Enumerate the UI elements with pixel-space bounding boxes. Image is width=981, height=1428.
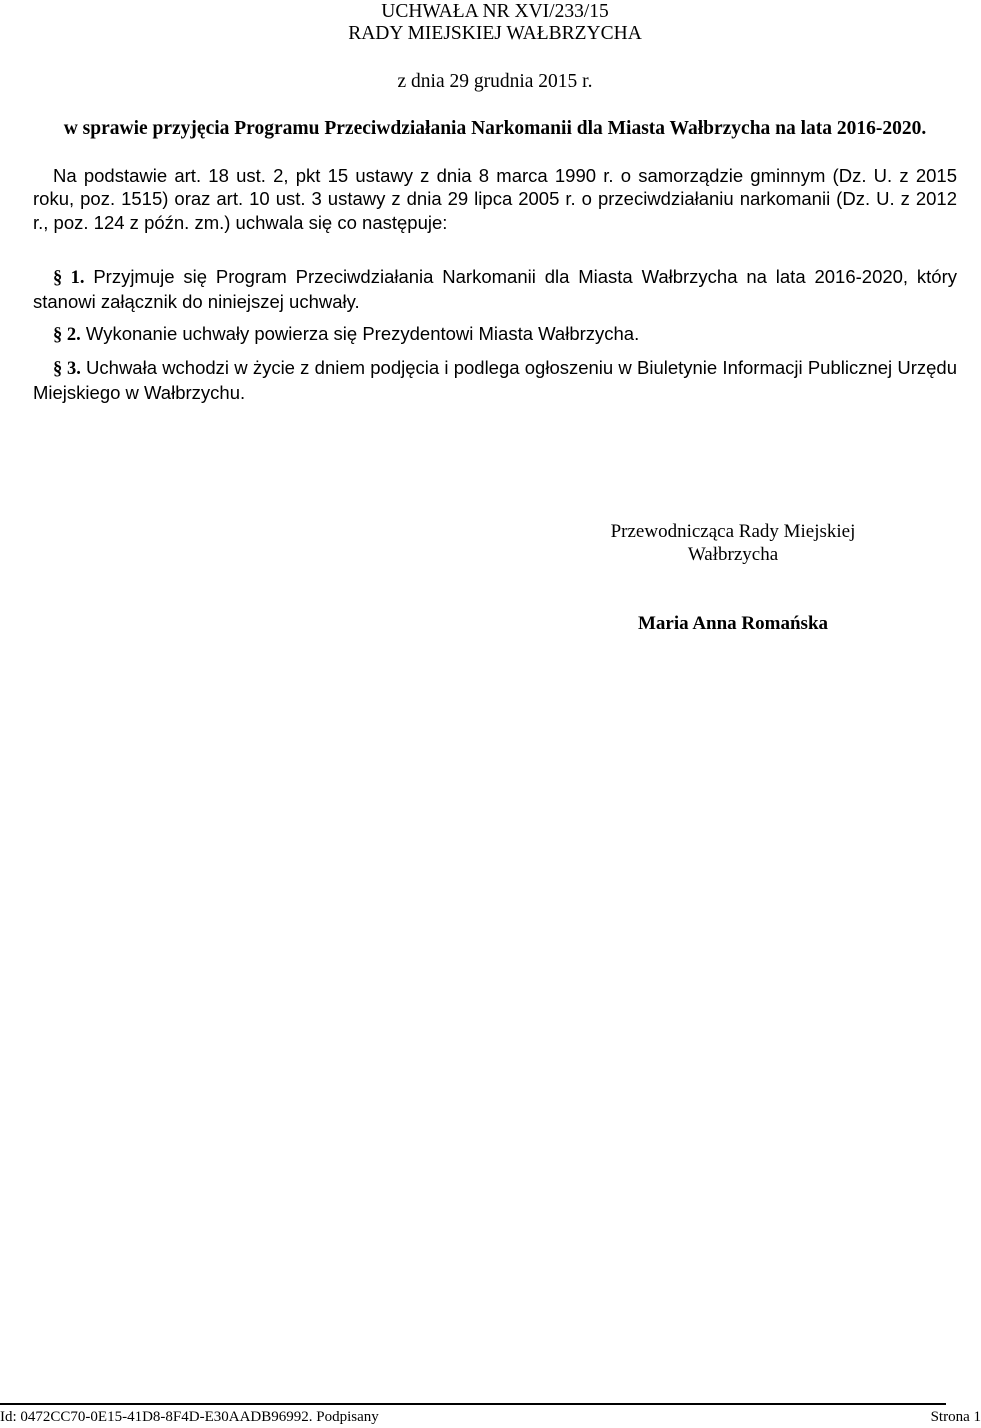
section-2-mark: § 2. [53, 325, 81, 345]
council-name: RADY MIEJSKIEJ WAŁBRZYCHA [348, 23, 642, 44]
resolution-subject: w sprawie przyjęcia Programu Przeciwdziałania Narkomanii dla Miasta Wałbrzycha na lata 2016-2020. [63, 118, 927, 139]
signatory-role-line2: Wałbrzycha [687, 544, 779, 565]
page-number: Strona 1 [930, 1409, 981, 1425]
resolution-number: UCHWAŁA NR XVI/233/15 [381, 1, 609, 22]
section-3 [33, 356, 957, 405]
footer-divider [0, 1403, 946, 1405]
section-3-mark: § 3. [53, 359, 81, 379]
preamble [33, 164, 957, 234]
signatory-name: Maria Anna Romańska [637, 613, 829, 634]
section-1 [33, 265, 957, 314]
section-1-mark: § 1. [53, 268, 85, 288]
signatory-role-line1: Przewodnicząca Rady Miejskiej [610, 521, 856, 542]
resolution-date: z dnia 29 grudnia 2015 r. [397, 71, 593, 92]
section-1-text: Przyjmuje się Program Przeciwdziałania Narkomanii dla Miasta Wałbrzycha na lata 2016-2020, który stanowi załącznik do niniejszej uchwały. [33, 266, 958, 313]
document-id: Id: 0472CC70-0E15-41D8-8F4D-E30AADB96992. Podpisany [0, 1409, 379, 1425]
section-2-text: Wykonanie uchwały powierza się Prezydentowi Miasta Wałbrzycha. [80, 323, 640, 344]
section-3-text: Uchwała wchodzi w życie z dniem podjęcia i podlega ogłoszeniu w Biuletynie Informacji Publicznej Urzędu Miejskiego w Wałbrzychu. [33, 357, 958, 404]
preamble-text: Na podstawie art. 18 ust. 2, pkt 15 ustawy z dnia 8 marca 1990 r. o samorządzie gminnym (Dz. U. z 2015 roku, poz. 1515) oraz art. 10 ust. 3 ustawy z dnia 29 lipca 2005 r. o przeciwdziałaniu narkomanii (Dz. U. z 2012 r., poz. 124 z późn. zm.) uchwala się co następuje: [33, 165, 957, 233]
section-2 [33, 322, 957, 347]
